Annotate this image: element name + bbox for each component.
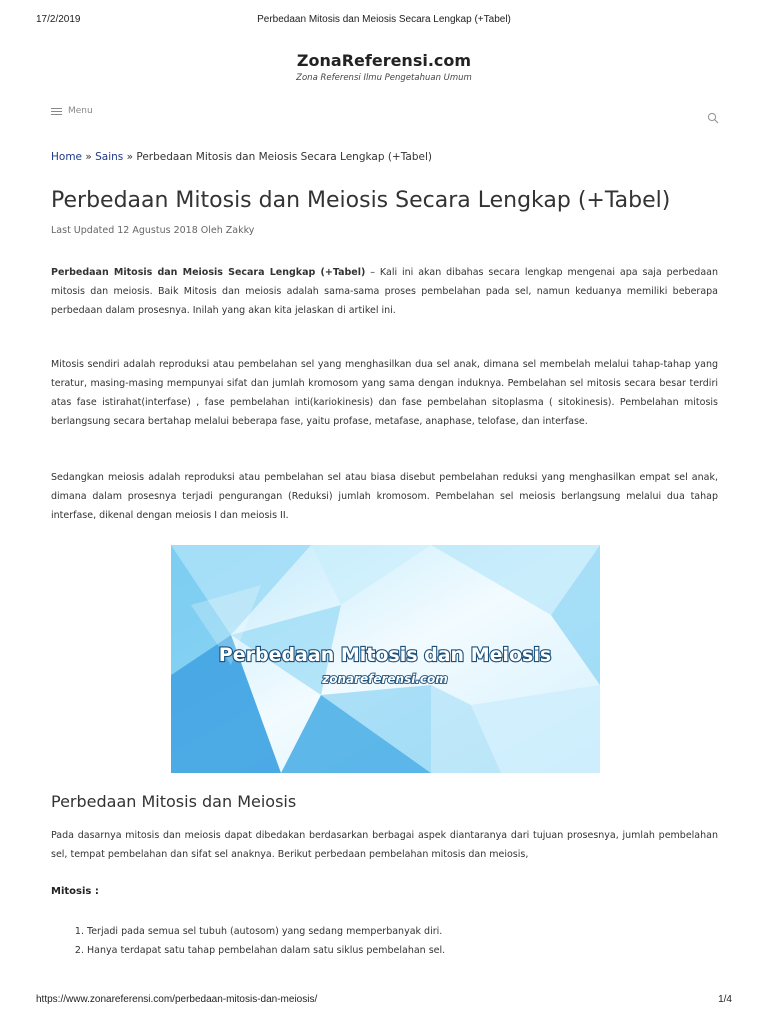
intro-paragraph [51, 263, 718, 320]
article-hero-image [171, 545, 600, 773]
section-heading: Perbedaan Mitosis dan Meiosis [51, 792, 297, 811]
mitosis-list [51, 922, 445, 960]
hero-subline: zonareferensi.com [322, 672, 448, 686]
mitosis-label: Mitosis : [51, 886, 99, 897]
print-date: 17/2/2019 [36, 14, 81, 25]
print-page-title: Perbedaan Mitosis dan Meiosis Secara Lengkap (+Tabel) [257, 14, 511, 25]
print-page-number: 1/4 [718, 994, 732, 1005]
breadcrumb-current: Perbedaan Mitosis dan Meiosis Secara Lengkap (+Tabel) [136, 151, 432, 163]
breadcrumb-separator: » [123, 151, 137, 163]
mitosis-paragraph: Mitosis sendiri adalah reproduksi atau pembelahan sel yang menghasilkan dua sel anak, dimana sel membelah melalui tahap-tahap yang teratur, masing-masing mempunyai sifat dan jumlah kromosom yang sama dengan induknya. Pembelahan sel mitosis secara besar terdiri atas fase istirahat(interfase) , fase pembelahan inti(kariokinesis) dan fase pembelahan sitoplasma ( sitokinesis). Pembelahan mitosis berlangsung secara bertahap melalui beberapa fase, yaitu profase, metafase, anaphase, telofase, dan interfase. [51, 359, 718, 427]
print-footer [0, 994, 768, 1008]
site-tagline: Zona Referensi Ilmu Pengetahuan Umum [296, 73, 472, 83]
breadcrumb-home-link[interactable]: Home [51, 151, 83, 163]
breadcrumb [51, 151, 432, 163]
menu-button[interactable] [51, 106, 93, 116]
section-intro-paragraph: Pada dasarnya mitosis dan meiosis dapat dibedakan berdasarkan berbagai aspek diantaranya dari tujuan prosesnya, jumlah pembelahan sel, tempat pembelahan dan sifat sel anaknya. Berikut perbedaan pembelahan mitosis dan meiosis, [51, 830, 718, 860]
meiosis-paragraph: Sedangkan meiosis adalah reproduksi atau pembelahan sel atau biasa disebut pembelahan reduksi yang menghasilkan empat sel anak, dimana dalam prosesnya terjadi pengurangan (Reduksi) jumlah kromosom. Pembelahan sel meiosis berlangsung melalui dua tahap interfase, dikenal dengan meiosis I dan meiosis II. [51, 472, 718, 521]
breadcrumb-category-link[interactable]: Sains [95, 151, 124, 163]
list-item: 1. Terjadi pada semua sel tubuh (autosom) yang sedang memperbanyak diri. [87, 922, 445, 941]
hero-headline: Perbedaan Mitosis dan Meiosis [218, 644, 552, 666]
article-title: Perbedaan Mitosis dan Meiosis Secara Lengkap (+Tabel) [51, 188, 671, 213]
print-url: https://www.zonareferensi.com/perbedaan-mitosis-dan-meiosis/ [36, 994, 318, 1005]
nav-bar [51, 106, 719, 126]
print-header [0, 14, 768, 28]
menu-label: Menu [68, 106, 93, 116]
search-icon[interactable] [707, 109, 719, 121]
list-item: 2. Hanya terdapat satu tahap pembelahan dalam satu siklus pembelahan sel. [87, 941, 445, 960]
article-meta: Last Updated 12 Agustus 2018 Oleh Zakky [51, 225, 255, 236]
intro-text: – Kali ini akan dibahas secara lengkap mengenai apa saja perbedaan mitosis dan meiosis. Baik Mitosis dan meiosis adalah sama-sama proses pembelahan pada sel, namun keduanya memiliki beberapa perbedaan dalam prosesnya. Inilah yang akan kita jelaskan di artikel ini. [51, 267, 718, 316]
site-logo-title[interactable]: ZonaReferensi.com [296, 51, 472, 70]
intro-bold-text: Perbedaan Mitosis dan Meiosis Secara Lengkap (+Tabel) [51, 267, 366, 278]
breadcrumb-separator: » [82, 151, 96, 163]
hamburger-icon [51, 107, 62, 116]
